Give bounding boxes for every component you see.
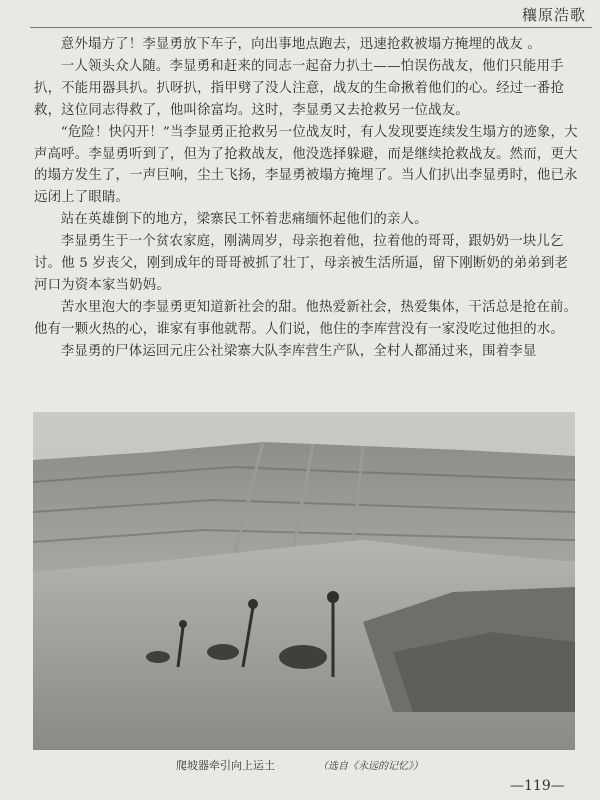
photo-illustration: [33, 412, 575, 750]
paragraph: 李显勇的尸体运回元庄公社梁寨大队李库营生产队，全村人都涌过来，围着李显: [60, 343, 537, 359]
caption-text: 爬坡器牵引向上运土: [176, 759, 275, 772]
paragraph: 苦水里泡大的李显勇更知道新社会的甜。他热爱新社会，热爱集体，干活总是抢在前。他有一颗火热的心，谁家有事他就帮。人们说，他住的李库营没有一家没吃过他担的水。: [34, 299, 578, 337]
caption-source: （选自《永远的记忆》）: [318, 761, 423, 772]
body-text: [34, 34, 580, 363]
page-number: —119—: [510, 778, 565, 794]
photo-caption: [0, 757, 600, 777]
paragraph: “危险！快闪开！”当李显勇正抢救另一位战友时，有人发现要连续发生塌方的迹象，大声高呼。李显勇听到了，但为了抢救战友，他没选择躲避，而是继续抢救战友。然而，更大的塌方发生了，一声巨响，尘土飞扬，李显勇被塌方掩埋了。当人们扒出李显勇时，他已永远闭上了眼睛。: [34, 124, 578, 206]
paragraph: 意外塌方了！李显勇放下车子，向出事地点跑去，迅速抢救被塌方掩埋的战友 。: [60, 37, 541, 52]
running-header-title: 穰原浩歌: [521, 6, 586, 24]
historical-photo: [33, 412, 575, 750]
running-header: [0, 0, 600, 30]
paragraph: 站在英雄倒下的地方，梁寨民工怀着悲痛缅怀起他们的亲人。: [60, 212, 428, 228]
paragraph: 李显勇生于一个贫农家庭，刚满周岁，母亲抱着他，拉着他的哥哥，跟奶奶一块儿乞讨。他 5 岁丧父，刚到成年的哥哥被抓了壮丁，母亲被生活所逼，留下刚断奶的弟弟到老河口为资本家当奶妈。: [34, 234, 569, 293]
paragraph: 一人领头众人随。李显勇和赶来的同志一起奋力扒土——怕误伤战友，他们只能用手扒，不能用器具扒。扒呀扒，指甲劈了没人注意，战友的生命揪着他们的心。经过一番抢救，这位同志得救了，他叫徐富均。这时，李显勇又去抢救另一位战友。: [34, 58, 565, 118]
header-rule: [30, 27, 592, 28]
